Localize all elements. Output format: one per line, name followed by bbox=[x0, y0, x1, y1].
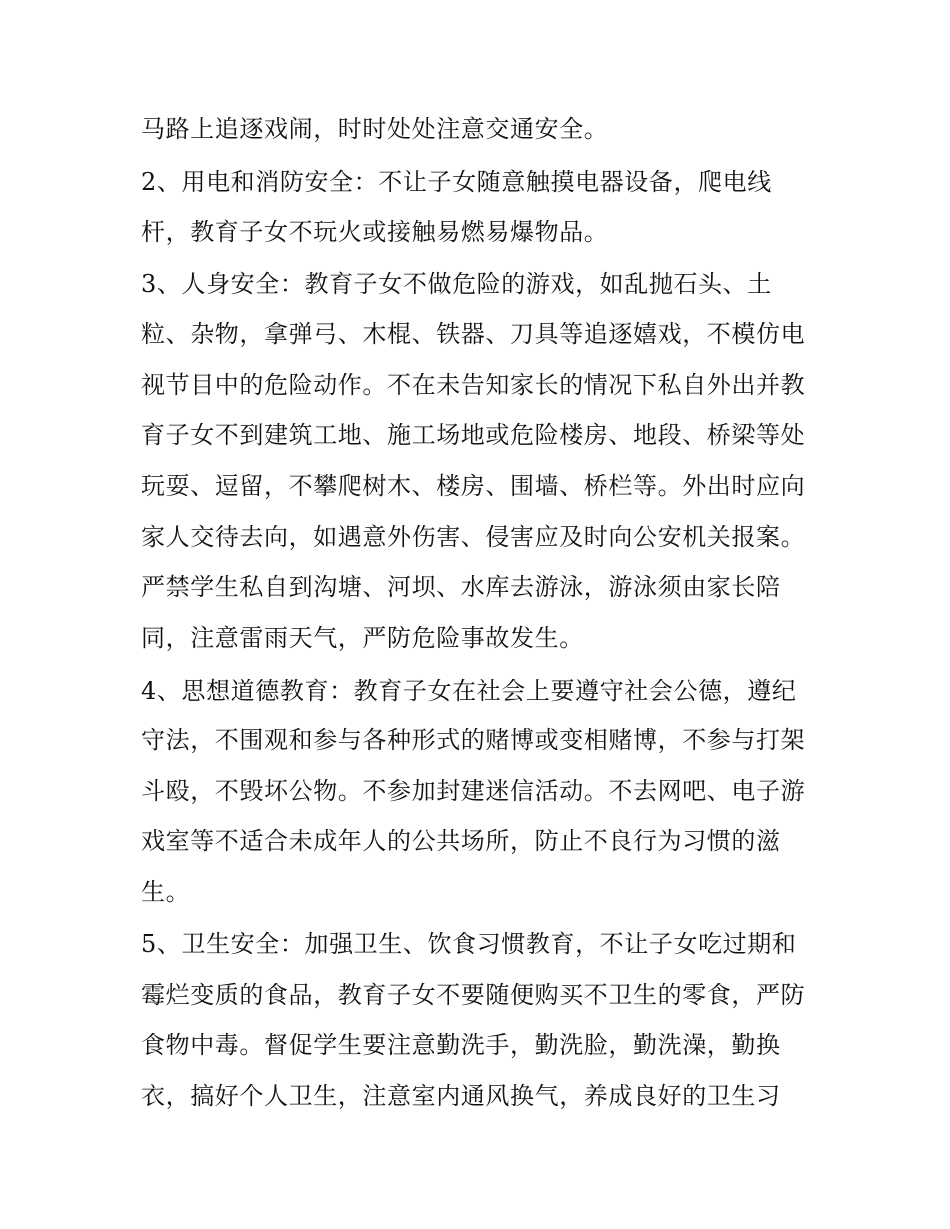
text-line: 守法，不围观和参与各种形式的赌博或变相赌博，不参与打架 bbox=[141, 726, 806, 754]
text-line: 衣，搞好个人卫生，注意室内通风换气，养成良好的卫生习 bbox=[141, 1082, 781, 1110]
text-line: 家人交待去向，如遇意外伤害、侵害应及时向公安机关报案。 bbox=[141, 523, 806, 551]
text-line: 同，注意雷雨天气，严防危险事故发生。 bbox=[141, 624, 584, 652]
text-line: 玩耍、逗留，不攀爬树木、楼房、围墙、桥栏等。外出时应向 bbox=[141, 472, 806, 500]
text-line: 5、卫生安全：加强卫生、饮食习惯教育，不让子女吃过期和 bbox=[141, 930, 797, 958]
text-line: 斗殴，不毁坏公物。不参加封建迷信活动。不去网吧、电子游 bbox=[141, 777, 806, 805]
text-line: 视节目中的危险动作。不在未告知家长的情况下私自外出并教 bbox=[141, 371, 806, 399]
text-line: 育子女不到建筑工地、施工场地或危险楼房、地段、桥梁等处 bbox=[141, 421, 806, 449]
text-line: 生。 bbox=[141, 878, 191, 906]
text-line: 杆，教育子女不玩火或接触易燃易爆物品。 bbox=[141, 218, 609, 246]
text-line: 2、用电和消防安全：不让子女随意触摸电器设备，爬电线 bbox=[141, 168, 772, 196]
text-line: 粒、杂物，拿弹弓、木棍、铁器、刀具等追逐嬉戏，不模仿电 bbox=[141, 320, 806, 348]
text-line: 严禁学生私自到沟塘、河坝、水库去游泳，游泳须由家长陪 bbox=[141, 573, 781, 601]
text-line: 霉烂变质的食品，教育子女不要随便购买不卫生的零食，严防 bbox=[141, 981, 806, 1009]
text-line: 戏室等不适合未成年人的公共场所，防止不良行为习惯的滋 bbox=[141, 827, 781, 855]
text-line: 食物中毒。督促学生要注意勤洗手，勤洗脸，勤洗澡，勤换 bbox=[141, 1031, 781, 1059]
text-line: 马路上追逐戏闹，时时处处注意交通安全。 bbox=[141, 115, 609, 143]
text-line: 4、思想道德教育：教育子女在社会上要遵守社会公德，遵纪 bbox=[141, 677, 797, 705]
text-line: 3、人身安全：教育子女不做危险的游戏，如乱抛石头、土 bbox=[141, 270, 772, 298]
